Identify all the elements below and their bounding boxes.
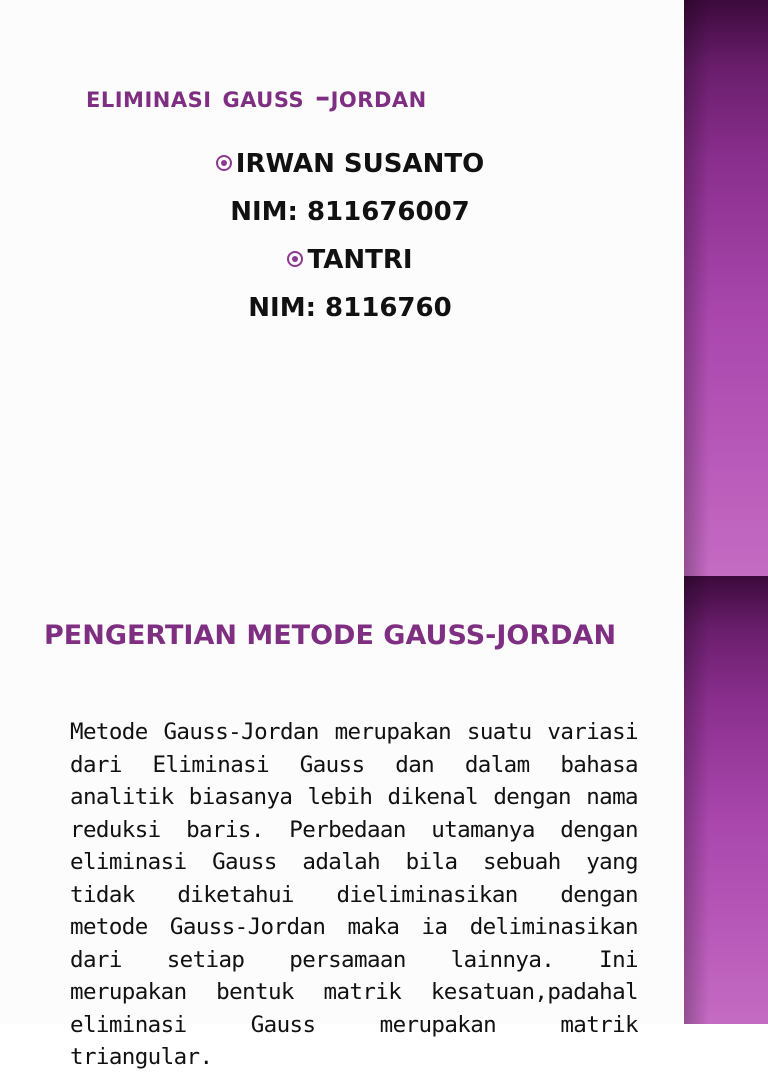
slide-definition [0,576,768,1070]
decorative-stripe [684,576,768,1024]
author-name: IRWAN SUSANTO [235,149,485,179]
author-name: TANTRI [307,245,413,275]
body-paragraph: Metode Gauss-Jordan merupakan suatu variasi dari Eliminasi Gauss dan dalam bahasa analitik biasanya lebih dikenal dengan nama reduksi baris. Perbedaan utamanya dengan eliminasi Gauss adalah bila sebuah yang tidak diketahui dieliminasikan dengan metode Gauss-Jordan maka ia deliminasikan dari setiap persamaan lainnya. Ini merupakan bentuk matrik kesatuan,padahal eliminasi Gauss merupakan matrik triangular. [70,719,638,1070]
author-name-row [100,236,600,284]
author-nim: NIM: 8116760 [248,293,452,323]
decorative-stripe [684,0,768,576]
author-nim: NIM: 811676007 [230,197,470,227]
slide-title-heading: eliminasi gauss –jordan [86,80,427,115]
circle-bullet-icon [287,251,303,267]
author-name-row [100,140,600,188]
slide-heading: PENGERTIAN METODE GAUSS-JORDAN [44,620,617,651]
author-list [100,140,600,332]
circle-bullet-icon [216,155,232,171]
